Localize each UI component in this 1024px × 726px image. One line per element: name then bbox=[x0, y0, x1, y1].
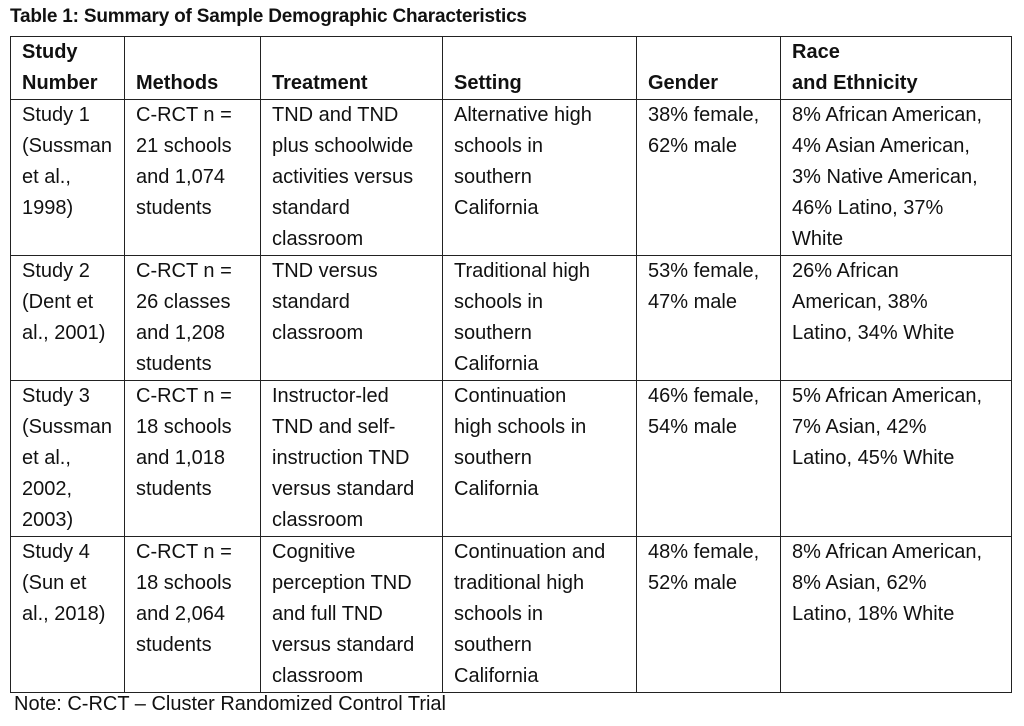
table-row bbox=[11, 256, 1012, 381]
demographics-table bbox=[10, 36, 1012, 693]
header-gender: Gender bbox=[637, 37, 781, 100]
cell-treatment: TND versus standard classroom bbox=[261, 256, 443, 381]
cell-race-ethnicity: 8% African American, 8% Asian, 62% Latino, 18% White bbox=[781, 537, 1012, 693]
cell-gender: 48% female, 52% male bbox=[637, 537, 781, 693]
cell-study: Study 4 (Sun et al., 2018) bbox=[11, 537, 125, 693]
header-race-ethnicity: Race and Ethnicity bbox=[781, 37, 1012, 100]
header-setting: Setting bbox=[443, 37, 637, 100]
cell-treatment: TND and TND plus schoolwide activities versus standard classroom bbox=[261, 100, 443, 256]
header-study-number: Study Number bbox=[11, 37, 125, 100]
table-note: Note: C-RCT – Cluster Randomized Control Trial bbox=[14, 693, 447, 715]
cell-study: Study 2 (Dent et al., 2001) bbox=[11, 256, 125, 381]
cell-setting: Traditional high schools in southern California bbox=[443, 256, 637, 381]
cell-study: Study 3 (Sussman et al., 2002, 2003) bbox=[11, 381, 125, 537]
table-row bbox=[11, 537, 1012, 693]
cell-methods: C-RCT n = 21 schools and 1,074 students bbox=[125, 100, 261, 256]
cell-treatment: Cognitive perception TND and full TND versus standard classroom bbox=[261, 537, 443, 693]
cell-setting: Continuation high schools in southern California bbox=[443, 381, 637, 537]
cell-methods: C-RCT n = 18 schools and 1,018 students bbox=[125, 381, 261, 537]
header-treatment: Treatment bbox=[261, 37, 443, 100]
cell-setting: Continuation and traditional high schools in southern California bbox=[443, 537, 637, 693]
cell-race-ethnicity: 5% African American, 7% Asian, 42% Latino, 45% White bbox=[781, 381, 1012, 537]
cell-gender: 46% female, 54% male bbox=[637, 381, 781, 537]
cell-gender: 38% female, 62% male bbox=[637, 100, 781, 256]
cell-gender: 53% female, 47% male bbox=[637, 256, 781, 381]
table-row bbox=[11, 100, 1012, 256]
cell-race-ethnicity: 8% African American, 4% Asian American, 3% Native American, 46% Latino, 37% White bbox=[781, 100, 1012, 256]
cell-methods: C-RCT n = 26 classes and 1,208 students bbox=[125, 256, 261, 381]
header-methods: Methods bbox=[125, 37, 261, 100]
table-caption: Table 1: Summary of Sample Demographic Characteristics bbox=[10, 6, 527, 27]
cell-study: Study 1 (Sussman et al., 1998) bbox=[11, 100, 125, 256]
cell-methods: C-RCT n = 18 schools and 2,064 students bbox=[125, 537, 261, 693]
cell-treatment: Instructor-led TND and self- instruction TND versus standard classroom bbox=[261, 381, 443, 537]
table-row bbox=[11, 381, 1012, 537]
cell-race-ethnicity: 26% African American, 38% Latino, 34% White bbox=[781, 256, 1012, 381]
header-row bbox=[11, 37, 1012, 100]
cell-setting: Alternative high schools in southern California bbox=[443, 100, 637, 256]
